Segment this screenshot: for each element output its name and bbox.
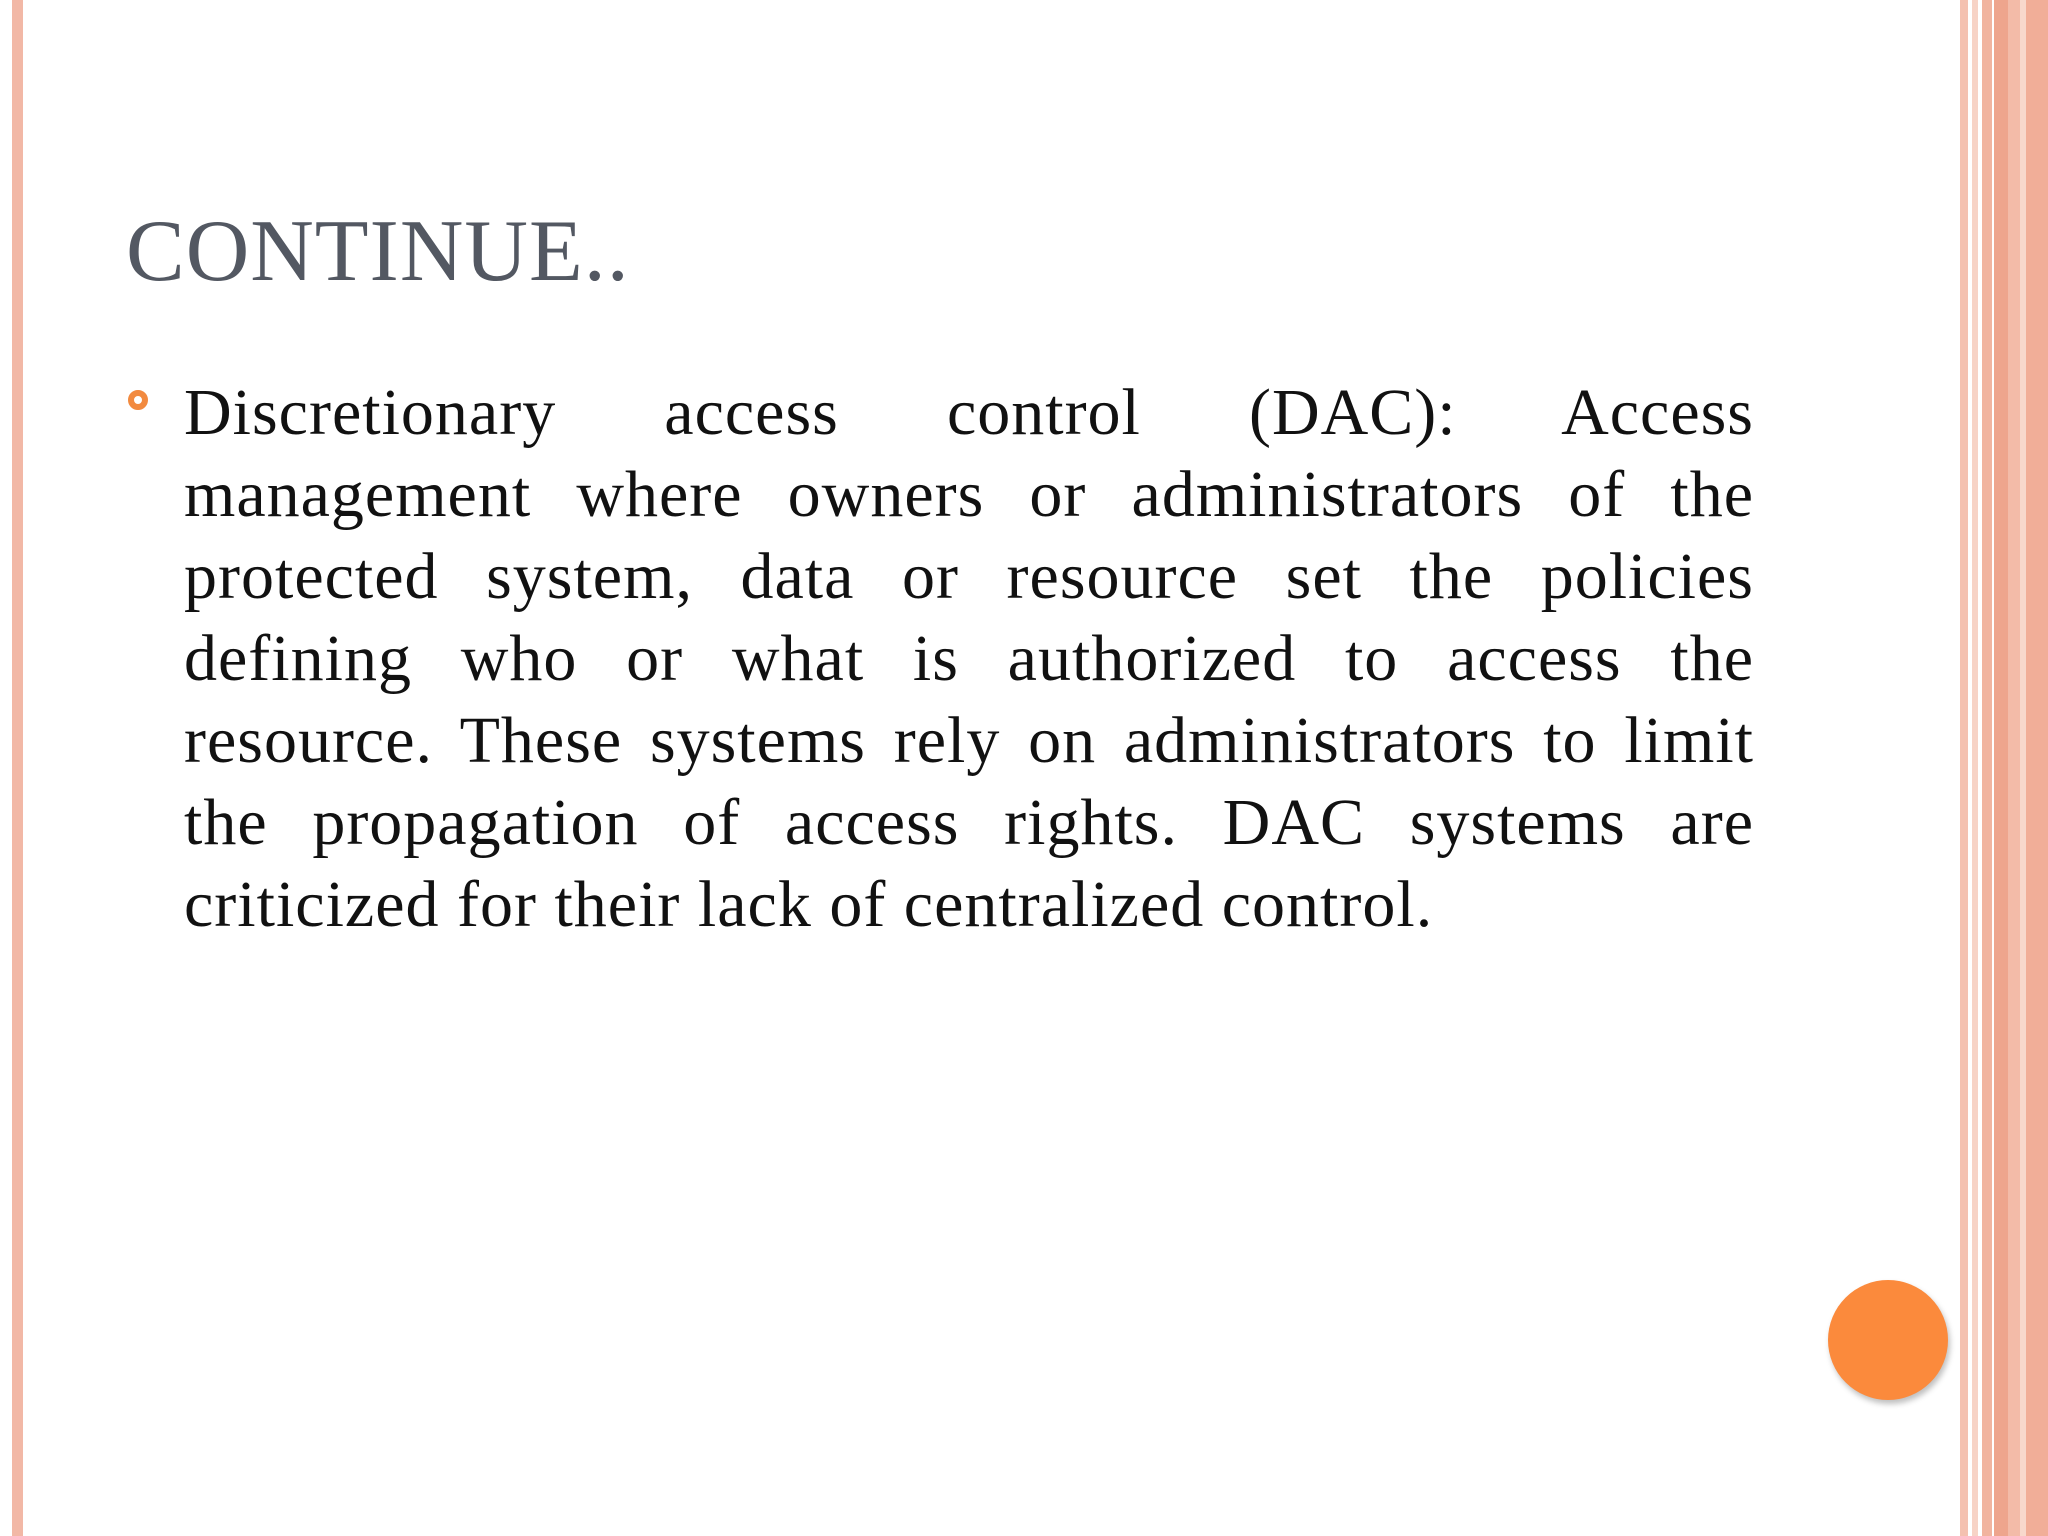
right-border-stripe: [2026, 0, 2048, 1536]
right-border-stripe: [1972, 0, 1978, 1536]
right-border-stripe: [1960, 0, 1968, 1536]
next-slide-button[interactable]: [1828, 1280, 1948, 1400]
bullet-circle-icon: [128, 390, 148, 410]
bullet-text: Discretionary access control (DAC): Access management where owners or administrators of the protected system, data or resource set the policies defining who or what is authorized to access the resource. These systems rely on administrators to limit the propagation of access rights. DAC systems are criticized for their lack of centralized control.: [184, 376, 1754, 941]
left-border-stripe: [12, 0, 23, 1536]
slide-title: CONTINUE..: [126, 203, 630, 300]
right-border-stripe: [2008, 0, 2020, 1536]
right-border-stripe: [1994, 0, 2008, 1536]
right-border-stripe: [1982, 0, 1992, 1536]
